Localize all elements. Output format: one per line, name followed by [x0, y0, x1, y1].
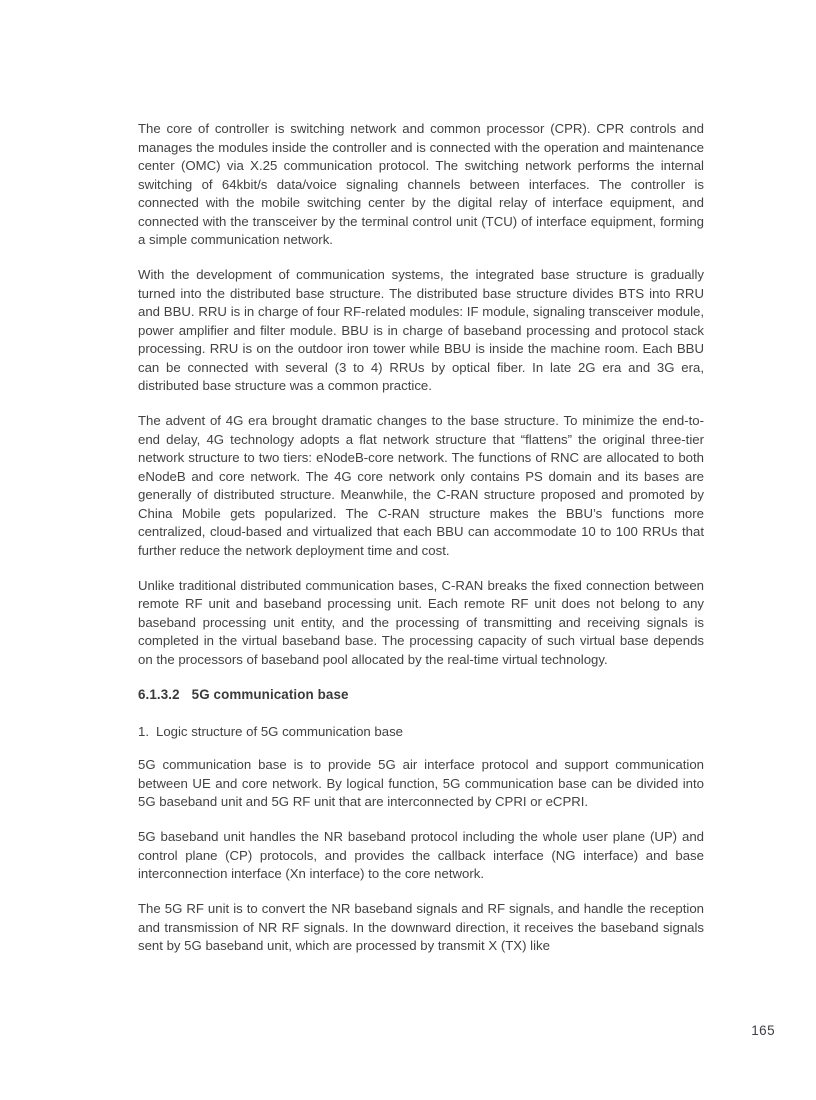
body-paragraph: The core of controller is switching network and common processor (CPR). CPR controls and manages the modules inside the controller and is connected with the operation and maintenance center (OMC) via X.25 communication protocol. The switching network performs the internal switching of 64kbit/s data/voice signaling channels between interfaces. The controller is connected with the mobile switching center by the digital relay of interface equipment, and connected with the transceiver by the terminal control unit (TCU) of interface equipment, forming a simple communication network.: [138, 121, 704, 247]
body-paragraph: 5G communication base is to provide 5G air interface protocol and support communication between UE and core network. By logical function, 5G communication base can be divided into 5G baseband unit and 5G RF unit that are interconnected by CPRI or eCPRI.: [138, 757, 704, 809]
section-number: 6.1.3.2: [138, 686, 180, 702]
numbered-list-item: [138, 723, 704, 742]
list-item-marker: 1.: [138, 723, 149, 739]
body-paragraph: Unlike traditional distributed communication bases, C-RAN breaks the fixed connection between remote RF unit and baseband processing unit. Each remote RF unit does not belong to any baseband processing unit entity, and the processing of transmitting and receiving signals is completed in the virtual baseband base. The processing capacity of such virtual base depends on the processors of baseband pool allocated by the real-time virtual technology.: [138, 577, 704, 667]
page-number: 165: [751, 1023, 775, 1038]
section-heading: [138, 686, 704, 705]
page-body: [138, 120, 704, 972]
body-paragraph: The advent of 4G era brought dramatic changes to the base structure. To minimize the end-to-end delay, 4G technology adopts a flat network structure that “flattens” the original three-tier network structure to two tiers: eNodeB-core network. The functions of RNC are allocated to both eNodeB and core network. The 4G core network only contains PS domain and its bases are generally of distributed structure. Meanwhile, the C-RAN structure proposed and promoted by China Mobile gets popularized. The C-RAN structure makes the BBU’s functions more centralized, cloud-based and virtualized that each BBU can accommodate 10 to 100 RRUs that further reduce the network deployment time and cost.: [138, 413, 704, 558]
section-title: 5G communication base: [191, 686, 349, 702]
body-paragraph: With the development of communication systems, the integrated base structure is gradually turned into the distributed base structure. The distributed base structure divides BTS into RRU and BBU. RRU is in charge of four RF-related modules: IF module, signaling transceiver module, power amplifier and filter module. BBU is in charge of baseband processing and protocol stack processing. RRU is on the outdoor iron tower while BBU is inside the machine room. Each BBU can be connected with several (3 to 4) RRUs by optical fiber. In late 2G era and 3G era, distributed base structure was a common practice.: [138, 267, 704, 393]
list-item-text: Logic structure of 5G communication base: [156, 723, 404, 739]
body-paragraph: 5G baseband unit handles the NR baseband protocol including the whole user plane (UP) and control plane (CP) protocols, and provides the callback interface (NG interface) and base interconnection interface (Xn interface) to the core network.: [138, 829, 704, 881]
body-paragraph: The 5G RF unit is to convert the NR baseband signals and RF signals, and handle the reception and transmission of NR RF signals. In the downward direction, it receives the baseband signals sent by 5G baseband unit, which are processed by transmit X (TX) like: [138, 901, 704, 953]
